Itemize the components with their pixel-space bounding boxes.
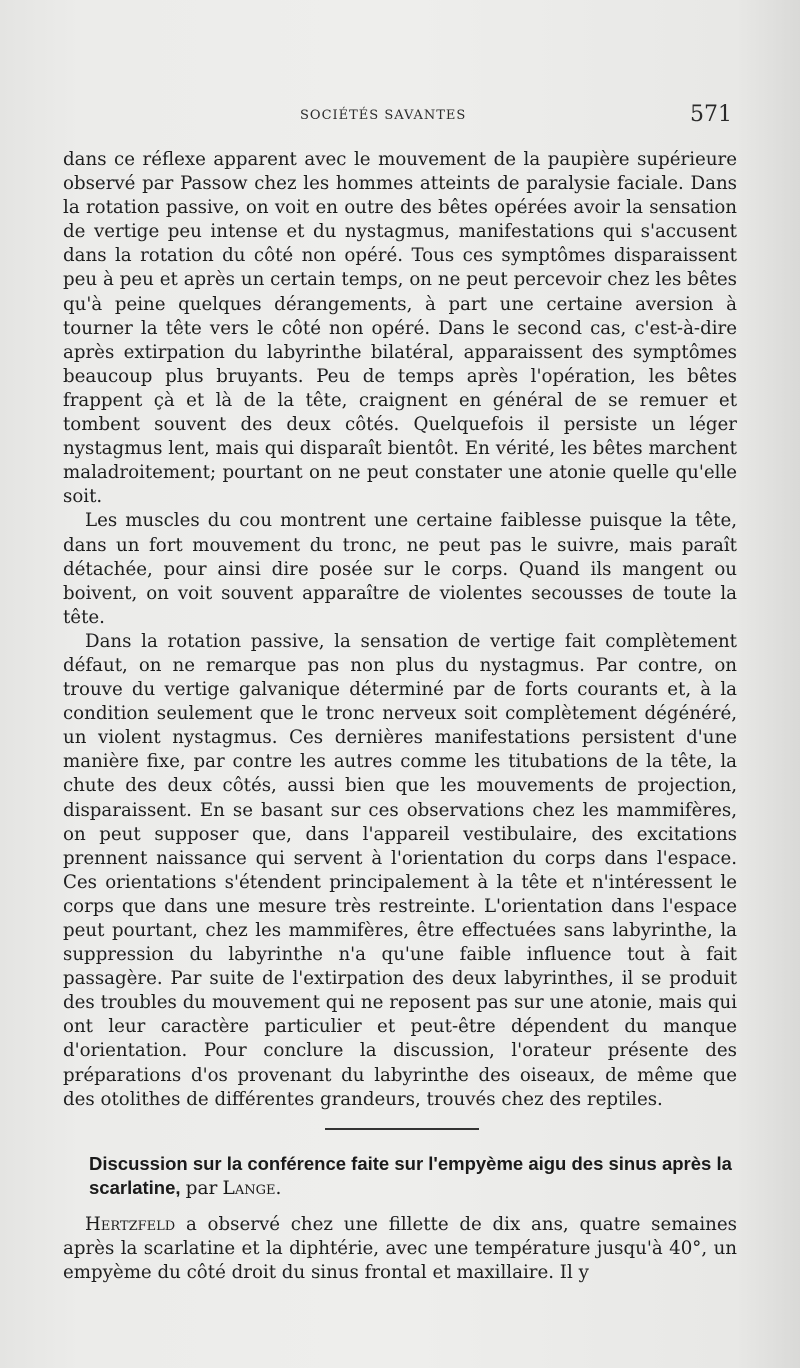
section-author-prefix: par <box>185 1177 218 1199</box>
page-body <box>63 148 737 1285</box>
paragraph-4 <box>63 1213 737 1285</box>
page-header <box>60 102 740 132</box>
section-author: Lange. <box>222 1177 282 1199</box>
paragraph-2: Les muscles du cou montrent une certaine faiblesse puisque la tête, dans un fort mouvement du tronc, ne peut pas le suivre, mais paraît détachée, pour ainsi dire posée sur le corps. Quand ils mangent ou boivent, on voit souvent apparaître de violentes secousses de toute la tête. <box>63 510 737 628</box>
section-heading <box>89 1152 737 1201</box>
page-number: 571 <box>690 102 732 127</box>
speaker-name: Hertzfeld <box>85 1213 176 1235</box>
paragraph-4-text: a observé chez une fillette de dix ans, quatre semaines après la scarlatine et la diphtérie, avec une température jusqu'à 40°, un empyème du côté droit du sinus frontal et maxillaire. Il y <box>63 1213 737 1283</box>
running-head: SOCIÉTÉS SAVANTES <box>300 108 467 123</box>
section-divider <box>325 1128 479 1130</box>
section-heading-text: Discussion sur la conférence faite sur l'empyème aigu des sinus après la scarlatine, <box>89 1152 732 1198</box>
paragraph-3: Dans la rotation passive, la sensation de vertige fait complètement défaut, on ne remarque pas non plus du nystagmus. Par contre, on trouve du vertige galvanique déterminé par de forts courants et, à la condition seulement que le tronc nerveux soit complètement dégénéré, un violent nystagmus. Ces dernières manifestations persistent d'une manière fixe, par contre les autres comme les titubations de la tête, la chute des deux côtés, aussi bien que les mouvements de projection, disparaissent. En se basant sur ces observations chez les mammifères, on peut supposer que, dans l'appareil vestibulaire, des excitations prennent naissance qui servent à l'orientation du corps dans l'espace. Ces orientations s'étendent principalement à la tête et n'intéressent le corps que dans une mesure très restreinte. L'orientation dans l'espace peut pourtant, chez les mammifères, être effectuées sans labyrinthe, la suppression du labyrinthe n'a qu'une faible influence tout à fait passagère. Par suite de l'extirpation des deux labyrinthes, il se produit des troubles du mouvement qui ne reposent pas sur une atonie, mais qui ont leur caractère particulier et peut-être dépendent du manque d'orientation. Pour conclure la discussion, l'orateur présente des préparations d'os provenant du labyrinthe des oiseaux, de même que des otolithes de différentes grandeurs, trouvés chez des reptiles. <box>63 630 737 1110</box>
paragraph-1: dans ce réflexe apparent avec le mouvement de la paupière supérieure observé par Passow chez les hommes atteints de paralysie faciale. Dans la rotation passive, on voit en outre des bêtes opérées avoir la sensation de vertige peu intense et du nystagmus, manifestations qui s'accusent dans la rotation du côté non opéré. Tous ces symptômes disparaissent peu à peu et après un certain temps, on ne peut percevoir chez les bêtes qu'à peine quelques dérangements, à part une certaine aversion à tourner la tête vers le côté non opéré. Dans le second cas, c'est-à-dire après extirpation du labyrinthe bilatéral, apparaissent des symptômes beaucoup plus bruyants. Peu de temps après l'opération, les bêtes frappent çà et là de la tête, craignent en général de se remuer et tombent souvent des deux côtés. Quelquefois il persiste un léger nystagmus lent, mais qui disparaît bientôt. En vérité, les bêtes marchent maladroitement; pourtant on ne peut constater une atonie quelle qu'elle soit. <box>63 149 737 508</box>
